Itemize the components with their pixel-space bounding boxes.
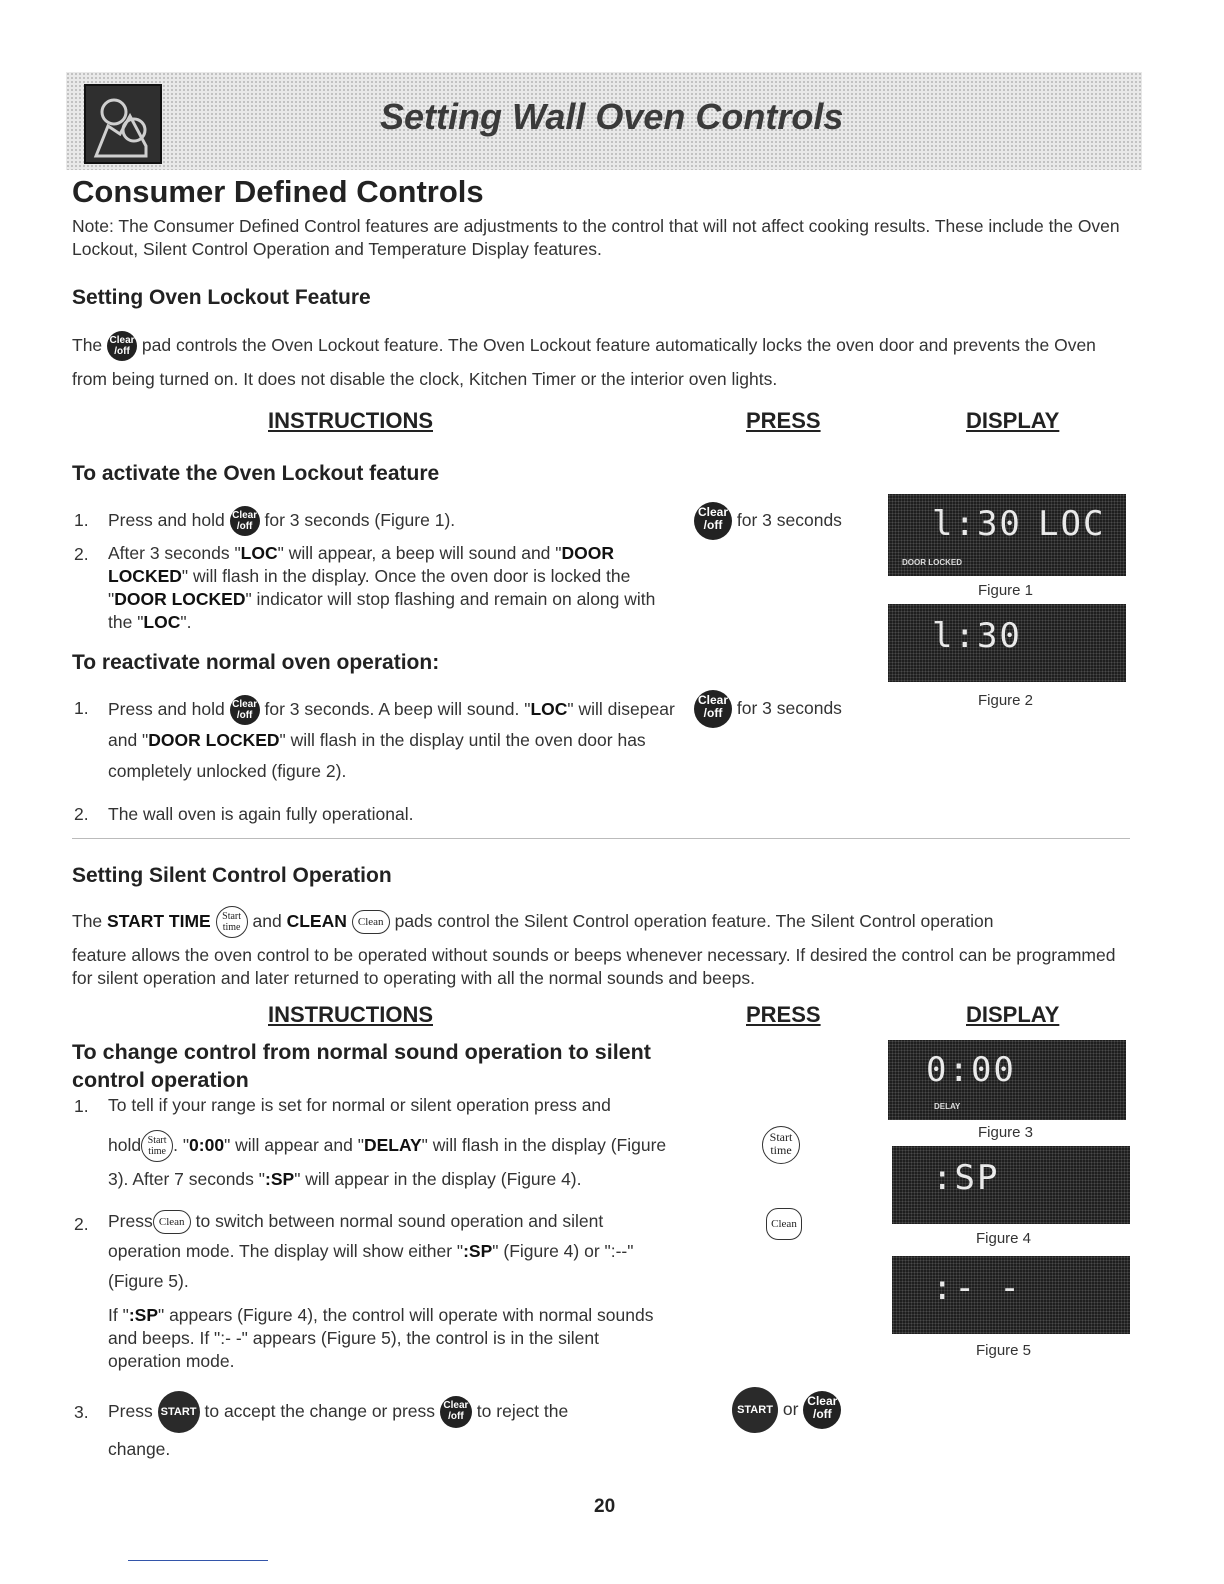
clear-off-pad-icon: Clear /off <box>803 1391 841 1429</box>
activate-step-2: After 3 seconds "LOC" will appear, a beep will sound and "DOOR LOCKED" will flash in the display. Once the oven door is locked the "DOOR LOCKED" indicator will stop flashing and remain on along with the "LOC". <box>108 543 656 632</box>
clear-off-pad-icon: Clear /off <box>440 1396 472 1428</box>
silent-step-1-line-1: To tell if your range is set for normal or silent operation press and <box>108 1095 611 1115</box>
display-dashes: :- - <box>932 1268 1022 1308</box>
column-header-press: PRESS <box>746 408 821 433</box>
clear-off-pad-icon: Clear /off <box>230 695 260 725</box>
door-locked-indicator: DOOR LOCKED <box>902 558 962 567</box>
press-clean <box>766 1208 802 1240</box>
column-header-instructions: INSTRUCTIONS <box>268 1002 433 1027</box>
column-header-instructions: INSTRUCTIONS <box>268 408 433 433</box>
column-header-press: PRESS <box>746 1002 821 1027</box>
delay-indicator: DELAY <box>934 1102 961 1111</box>
column-header-display: DISPLAY <box>966 1002 1060 1027</box>
step-number: 2. <box>74 804 89 824</box>
silent-step-2-note: If ":SP" appears (Figure 4), the control will operate with normal sounds and beeps. If ":- -" appears (Figure 5), the control is in the silent operation mode. <box>108 1305 654 1371</box>
silent-intro-line-1: The START TIME Start time and CLEAN Clean pads control the Silent Control operation feature. The Silent Control operation <box>72 904 1132 938</box>
figure-caption: Figure 4 <box>976 1230 1032 1247</box>
figure-caption: Figure 1 <box>978 582 1034 599</box>
display-time: 0:00 <box>926 1050 1016 1090</box>
silent-step-2: Press Clean to switch between normal sound operation and silent operation mode. The display will show either ":SP" (Figure 4) or ":--" (Figure 5). <box>108 1211 634 1291</box>
clear-off-pad-icon: Clear /off <box>694 502 732 540</box>
display-time: l:30 <box>932 616 1022 656</box>
section-divider <box>72 838 1130 839</box>
hand-on-control-icon <box>84 84 162 164</box>
press-start-or-clear: START or Clear /off <box>732 1384 841 1434</box>
section-title: Consumer Defined Controls <box>72 174 484 209</box>
display-figure-2 <box>888 604 1126 682</box>
display-time: l:30 <box>932 504 1022 544</box>
display-figure-4 <box>892 1146 1130 1224</box>
step-number: 3. <box>74 1402 89 1422</box>
display-loc: LOC <box>1038 504 1106 544</box>
silent-step-3: Press START to accept the change or press Clear /off to reject the <box>108 1386 674 1436</box>
lockout-intro <box>72 328 1132 396</box>
clear-off-pad-icon: Clear /off <box>230 506 260 536</box>
clear-off-pad-icon: Clear /off <box>694 690 732 728</box>
change-title: To change control from normal sound operation to silent control operation <box>72 1040 651 1092</box>
silent-step-3-end: change. <box>108 1439 171 1459</box>
activate-step-1: Press and hold Clear /off for 3 seconds (Figure 1). <box>108 504 678 536</box>
clean-pad-icon: Clean <box>153 1210 191 1234</box>
start-time-pad-icon: Start time <box>141 1130 173 1162</box>
press-start-time <box>762 1126 800 1164</box>
clean-pad-icon: Clean <box>766 1208 802 1240</box>
silent-step-1: hold Start time . "0:00" will appear and "DELAY" will flash in the display (Figure 3). After 7 seconds ":SP" will appear in the display (Figure 4). <box>108 1128 674 1196</box>
intro-text: The <box>72 335 103 355</box>
reactivate-title: To reactivate normal oven operation: <box>72 651 440 674</box>
clean-pad-icon: Clean <box>352 910 390 934</box>
press-instruction: Clear /off for 3 seconds <box>694 502 842 540</box>
activate-title: To activate the Oven Lockout feature <box>72 462 440 485</box>
clear-off-pad-icon: Clear /off <box>107 331 137 361</box>
column-header-display: DISPLAY <box>966 408 1060 433</box>
start-time-pad-icon: Start time <box>762 1126 800 1164</box>
section-note: Note: The Consumer Defined Control features are adjustments to the control that will not affect cooking results. These include the Oven Lockout, Silent Control Operation and Temperature Display features. <box>72 216 1120 259</box>
lockout-title: Setting Oven Lockout Feature <box>72 286 371 309</box>
reactivate-step-1: Press and hold Clear /off for 3 seconds. A beep will sound. "LOC" will disepear and "DOOR LOCKED" will flash in the display until the oven door has completely unlocked (figure 2). <box>108 694 678 787</box>
start-pad-icon: START <box>158 1391 200 1433</box>
figure-caption: Figure 5 <box>976 1342 1032 1359</box>
step-number: 2. <box>74 544 89 564</box>
figure-caption: Figure 2 <box>978 692 1034 709</box>
display-figure-3 <box>888 1040 1126 1120</box>
display-figure-5 <box>892 1256 1130 1334</box>
page-number: 20 <box>594 1496 616 1517</box>
display-figure-1 <box>888 494 1126 576</box>
step-number: 1. <box>74 698 89 718</box>
silent-intro-line-2: feature allows the oven control to be operated without sounds or beeps whenever necessary. If desired the control can be programmed for silent operation and later returned to operating with all the normal sounds and beeps. <box>72 945 1116 988</box>
reactivate-step-2: The wall oven is again fully operational. <box>108 804 414 824</box>
intro-text: pad controls the Oven Lockout feature. The Oven Lockout feature automatically locks the oven door and prevents the Oven from being turned on. It does not disable the clock, Kitchen Timer or the interior oven lights. <box>72 335 1096 389</box>
press-instruction: Clear /off for 3 seconds <box>694 690 842 728</box>
step-number: 1. <box>74 510 89 530</box>
start-time-pad-icon: Start time <box>216 906 248 938</box>
step-number: 1. <box>74 1096 89 1116</box>
display-sp: :SP <box>932 1158 1000 1198</box>
step-number: 2. <box>74 1214 89 1234</box>
figure-caption: Figure 3 <box>978 1124 1034 1141</box>
banner-title: Setting Wall Oven Controls <box>380 96 844 137</box>
footer-link-line <box>128 1560 268 1561</box>
start-pad-icon: START <box>732 1387 778 1433</box>
silent-title: Setting Silent Control Operation <box>72 864 392 887</box>
